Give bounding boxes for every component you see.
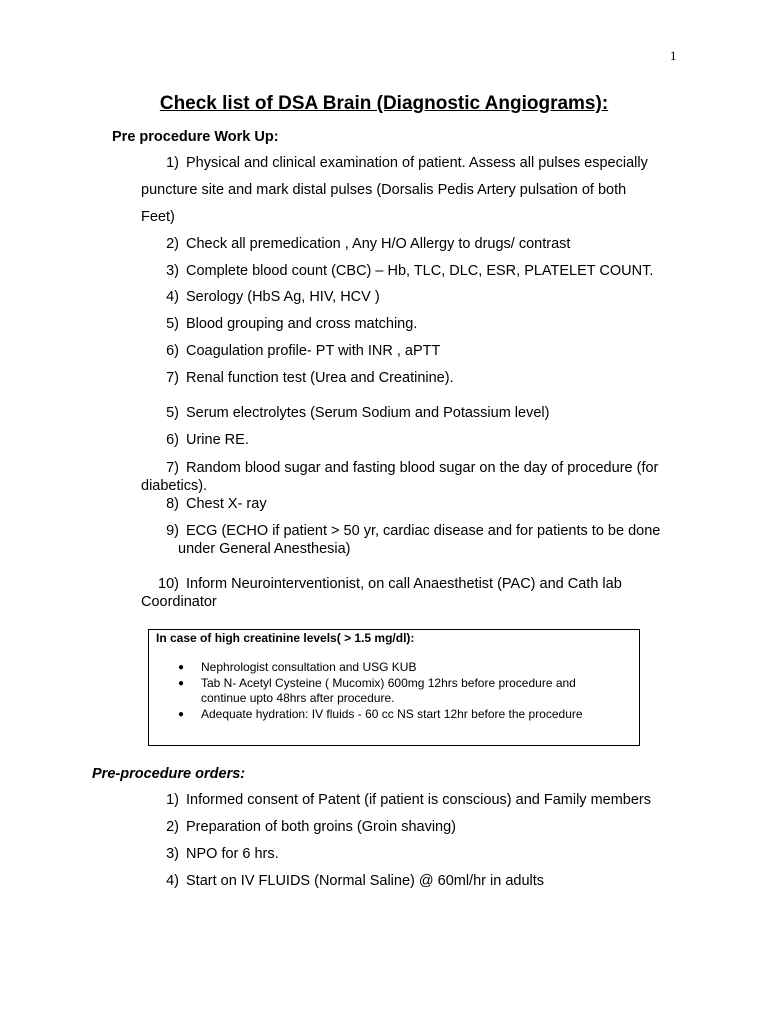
item-text: ECG (ECHO if patient > 50 yr, cardiac disease and for patients to be done (186, 523, 661, 539)
orders-heading: Pre-procedure orders: (92, 766, 246, 782)
item-number: 2) (166, 236, 179, 252)
bullet-text: Nephrologist consultation and USG KUB (201, 660, 417, 674)
item-number: 3) (166, 846, 179, 862)
list-item (141, 814, 686, 841)
bullet-icon: ● (178, 677, 185, 689)
item-number: 6) (166, 432, 179, 448)
list-item (141, 258, 686, 285)
list-item (175, 660, 615, 676)
item-number: 4) (166, 873, 179, 889)
list-item (141, 575, 686, 593)
item-text: Inform Neurointerventionist, on call Anaesthetist (PAC) and Cath lab (186, 576, 622, 592)
item-text: Renal function test (Urea and Creatinine). (186, 370, 454, 386)
item-number: 1) (166, 155, 179, 171)
item-number: 4) (166, 289, 179, 305)
list-item (141, 868, 686, 895)
list-item-continuation: diabetics). (141, 478, 208, 494)
list-item-continuation: under General Anesthesia) (178, 541, 351, 557)
item-number: 2) (166, 819, 179, 835)
item-text: Preparation of both groins (Groin shaving) (186, 819, 457, 835)
bullet-icon: ● (178, 662, 185, 673)
list-item (175, 676, 615, 707)
page-title: Check list of DSA Brain (Diagnostic Angiograms): (159, 93, 609, 114)
list-item (141, 150, 686, 177)
bullet-icon: ● (178, 708, 185, 720)
item-number: 3) (166, 263, 179, 279)
list-item (141, 338, 686, 365)
list-item (141, 459, 686, 477)
item-number: 6) (166, 343, 179, 359)
list-item (141, 400, 686, 427)
list-item (141, 841, 686, 868)
item-number: 9) (166, 523, 179, 539)
callout-title: In case of high creatinine levels( > 1.5 mg/dl): (156, 631, 415, 645)
item-text: Physical and clinical examination of patient. Assess all pulses especially (186, 155, 648, 171)
item-text: Urine RE. (186, 432, 249, 448)
bullet-text: Tab N- Acetyl Cysteine ( Mucomix) 600mg 12hrs before procedure and (201, 675, 576, 690)
item-text: Check all premedication , Any H/O Allergy to drugs/ contrast (186, 236, 571, 252)
item-text: Complete blood count (CBC) – Hb, TLC, DLC, ESR, PLATELET COUNT. (186, 263, 654, 279)
item-number: 1) (166, 792, 179, 808)
list-item-continuation: Coordinator (141, 594, 217, 610)
item-number: 7) (166, 460, 179, 476)
item-text: Coagulation profile- PT with INR , aPTT (186, 343, 441, 359)
list-item (141, 522, 686, 540)
item-text: Serum electrolytes (Serum Sodium and Potassium level) (186, 405, 550, 421)
item-text: Random blood sugar and fasting blood sugar on the day of procedure (for (186, 460, 659, 476)
list-item (141, 365, 686, 392)
list-item-continuation: Feet) (141, 209, 175, 225)
page-number: 1 (670, 48, 677, 63)
callout-list (175, 660, 615, 722)
item-text: Start on IV FLUIDS (Normal Saline) @ 60ml/hr in adults (186, 873, 545, 889)
item-number: 5) (166, 405, 179, 421)
item-text: Chest X- ray (186, 496, 267, 512)
list-item (175, 707, 615, 723)
item-text: Blood grouping and cross matching. (186, 316, 418, 332)
list-item (141, 311, 686, 338)
bullet-text: Adequate hydration: IV fluids - 60 cc NS start 12hr before the procedure (201, 706, 583, 721)
item-number: 7) (166, 370, 179, 386)
item-text: Informed consent of Patent (if patient is conscious) and Family members (186, 792, 652, 808)
list-item (141, 231, 686, 258)
item-number: 5) (166, 316, 179, 332)
bullet-text-continuation: continue upto 48hrs after procedure. (201, 691, 395, 705)
item-text: NPO for 6 hrs. (186, 846, 279, 862)
workup-heading: Pre procedure Work Up: (112, 129, 279, 145)
item-number: 8) (166, 496, 179, 512)
item-number: 10) (158, 576, 179, 592)
item-text: Serology (HbS Ag, HIV, HCV ) (186, 289, 380, 305)
list-item (141, 284, 686, 311)
list-item (141, 495, 686, 513)
creatinine-callout-box (148, 629, 640, 746)
list-item (141, 427, 686, 454)
list-item (141, 787, 686, 814)
list-item-continuation: puncture site and mark distal pulses (Dorsalis Pedis Artery pulsation of both (141, 182, 627, 198)
